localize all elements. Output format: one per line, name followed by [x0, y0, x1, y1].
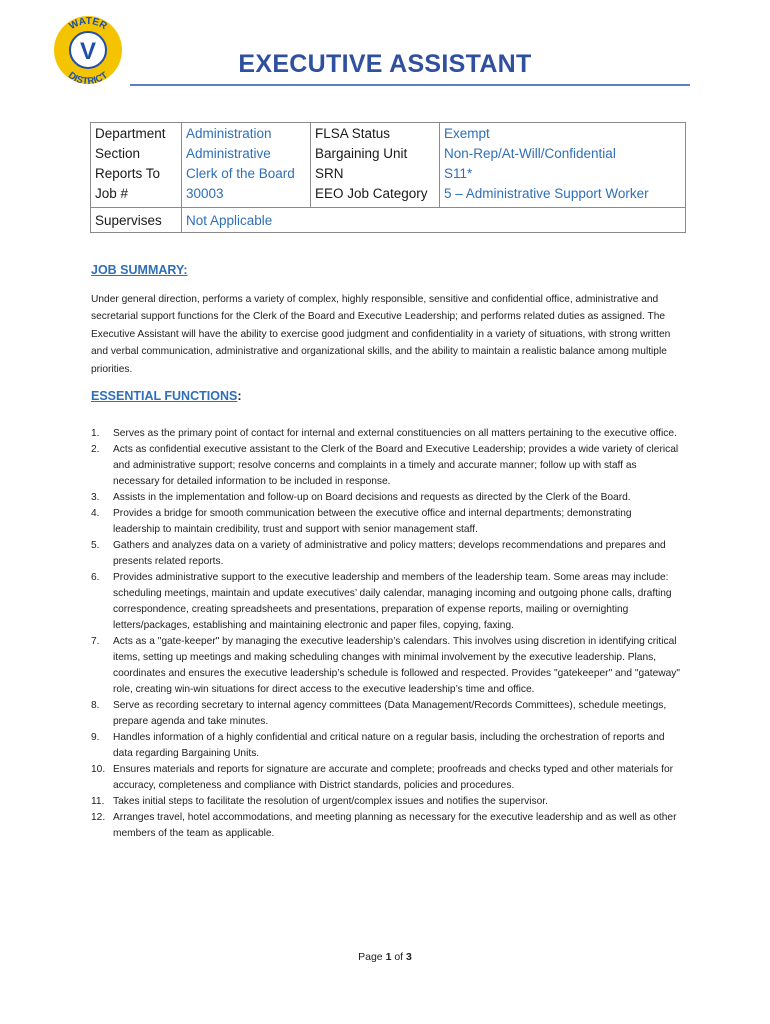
- job-info-table: [90, 122, 686, 233]
- list-item: [91, 506, 681, 538]
- logo-bottom-text: DISTRICT: [66, 69, 110, 86]
- list-item-number: 9.: [91, 732, 100, 743]
- eeo-category-label: EEO Job Category: [311, 183, 440, 208]
- list-item-number: 10.: [91, 764, 106, 775]
- logo-center-letter: V: [79, 38, 97, 65]
- list-item-text: Takes initial steps to facilitate the resolution of urgent/complex issues and notifies the supervisor.: [113, 796, 548, 807]
- essential-functions-heading-wrap: [91, 389, 241, 403]
- essential-functions-heading: ESSENTIAL FUNCTIONS: [91, 389, 238, 403]
- department-value: Administration: [182, 123, 311, 144]
- section-label: Section: [95, 145, 141, 161]
- list-item-text: Acts as a "gate-keeper" by managing the executive leadership’s calendars. This involves using discretion in identifying critical items, setting up meetings and making scheduling changes with minimal involvement by the executive leadership. Plans, coordinates and ensures the executive leadership’s schedule is followed and respected. Provides "gatekeeper" and "gateway" role, creating win-win situations for direct access to the executive leadership’s time and office.: [113, 636, 681, 695]
- list-item-text: Ensures materials and reports for signature are accurate and complete; proofreads and checks typed and other materials for accuracy, completeness and compliance with District standards, policies and procedures.: [113, 764, 674, 791]
- srn-value: S11*: [440, 163, 686, 183]
- list-item: [91, 730, 681, 762]
- eeo-category-value: 5 – Administrative Support Worker: [440, 183, 686, 208]
- page-number: [0, 951, 770, 963]
- list-item-text: Assists in the implementation and follow-up on Board decisions and requests as directed by the Clerk of the Board.: [113, 492, 631, 503]
- list-item-number: 11.: [91, 796, 105, 807]
- list-item: [91, 490, 681, 506]
- list-item-text: Handles information of a highly confidential and critical nature on a regular basis, including the orchestration of reports and data regarding Bargaining Units.: [113, 732, 665, 759]
- of-word: of: [394, 951, 404, 963]
- list-item: [91, 426, 681, 442]
- title-underline: [130, 84, 690, 86]
- department-label: Department: [91, 123, 182, 144]
- page-word: Page: [358, 951, 383, 963]
- flsa-label: FLSA Status: [311, 123, 440, 144]
- flsa-value: Exempt: [440, 123, 686, 144]
- list-item-number: 3.: [91, 492, 100, 503]
- job-number-value: 30003: [182, 183, 311, 208]
- reports-to-value: Clerk of the Board: [182, 163, 311, 183]
- supervises-label: Supervises: [91, 208, 182, 233]
- section-value: Administrative: [182, 143, 311, 163]
- list-item: [91, 810, 681, 842]
- list-item: [91, 570, 681, 634]
- reports-to-label: Reports To: [95, 165, 161, 181]
- list-item-number: 5.: [91, 540, 100, 551]
- list-item-number: 7.: [91, 636, 100, 647]
- list-item: [91, 794, 681, 810]
- bargaining-value: Non-Rep/At-Will/Confidential: [440, 143, 686, 163]
- list-item: [91, 634, 681, 698]
- list-item-number: 8.: [91, 700, 100, 711]
- list-item-number: 6.: [91, 572, 100, 583]
- essential-functions-list: [91, 426, 681, 842]
- list-item: [91, 538, 681, 570]
- list-item-number: 1.: [91, 428, 100, 439]
- logo-top-text: WATER: [67, 15, 109, 33]
- list-item-text: Provides administrative support to the executive leadership and members of the leadership team. Some areas may include: scheduling meetings, maintain and update executives’ daily calendar, managing incoming and outgoing phone calls, drafting correspondence, creating spreadsheets and presentations, preparation of expense reports, mailing or overnighting letters/packages, establishing and maintaining electronic and paper files, copying, faxing.: [113, 572, 672, 631]
- list-item-number: 2.: [91, 444, 100, 455]
- list-item-text: Arranges travel, hotel accommodations, and meeting planning as necessary for the executive leadership and as well as other members of the team as applicable.: [113, 812, 677, 839]
- list-item-text: Acts as confidential executive assistant to the Clerk of the Board and Executive Leadership; provides a wide variety of clerical and administrative support; resolve concerns and complaints in a timely and accurate manner; follow up with staff as necessary for detailed information to be included in response.: [113, 444, 679, 487]
- supervises-value: Not Applicable: [182, 208, 686, 233]
- list-item-text: Serve as recording secretary to internal agency committees (Data Management/Records Committees), schedule meetings, prepare agenda and take minutes.: [113, 700, 667, 727]
- list-item: [91, 442, 681, 490]
- list-item-text: Serves as the primary point of contact for internal and external constituencies on all matters pertaining to the executive office.: [113, 428, 677, 439]
- list-item: [91, 762, 681, 794]
- srn-label: SRN: [311, 163, 440, 183]
- job-summary-heading: JOB SUMMARY:: [91, 263, 188, 277]
- list-item-number: 4.: [91, 508, 100, 519]
- total-pages: 3: [406, 951, 412, 963]
- job-number-label: Job #: [91, 183, 182, 208]
- bargaining-label: Bargaining Unit: [311, 143, 440, 163]
- list-item-number: 12.: [91, 812, 106, 823]
- essential-functions-colon: :: [237, 389, 242, 403]
- page-title: EXECUTIVE ASSISTANT: [238, 50, 532, 78]
- list-item-text: Provides a bridge for smooth communication between the executive office and internal departments; demonstrating leadership to maintain credibility, trust and support with senior management staff.: [113, 508, 632, 535]
- list-item: [91, 698, 681, 730]
- current-page: 1: [385, 951, 392, 963]
- list-item-text: Gathers and analyzes data on a variety of administrative and policy matters; develops recommendations and prepares and presents related reports.: [113, 540, 666, 567]
- job-summary-text: Under general direction, performs a variety of complex, highly responsible, sensitive and confidential office, administrative and secretarial support functions for the Clerk of the Board and Executive Leadership; and performs related duties as assigned. The Executive Assistant will have the ability to exercise good judgment and confidentiality in a variety of situations, with strong written and verbal communication, administrative and organizational skills, and the ability to maintain a realistic balance among multiple priorities.: [91, 294, 671, 375]
